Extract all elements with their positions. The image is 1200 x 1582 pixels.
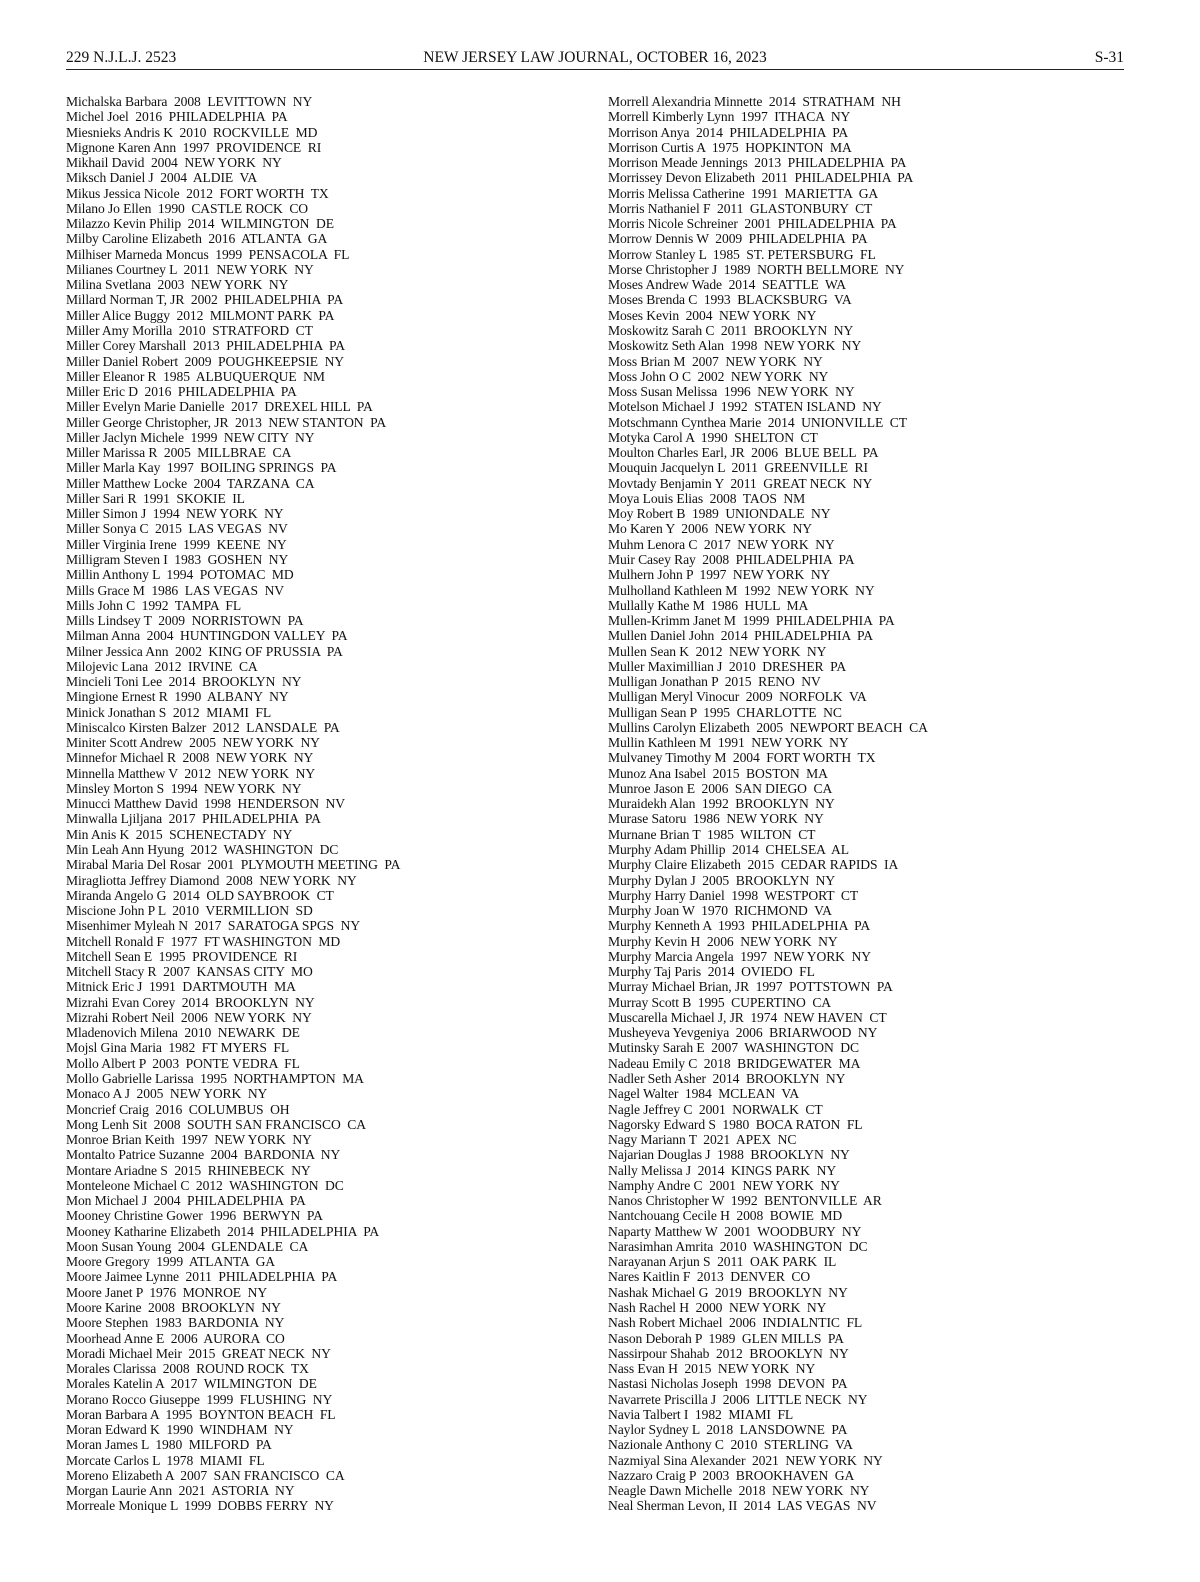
list-item: Nagle Jeffrey C 2001 NORWALK CT [608,1101,823,1117]
list-item: Milazzo Kevin Philip 2014 WILMINGTON DE [66,216,334,232]
list-item: Miller Jaclyn Michele 1999 NEW CITY NY [66,429,315,445]
list-item: Moya Louis Elias 2008 TAOS NM [608,490,806,506]
list-item: Miller Sari R 1991 SKOKIE IL [66,490,245,506]
list-item: Morgan Laurie Ann 2021 ASTORIA NY [66,1483,295,1499]
list-item: Morcate Carlos L 1978 MIAMI FL [66,1452,265,1468]
list-item: Muhm Lenora C 2017 NEW YORK NY [608,536,835,552]
list-item: Montalto Patrice Suzanne 2004 BARDONIA NY [66,1147,341,1163]
list-item: Minucci Matthew David 1998 HENDERSON NV [66,796,345,812]
list-item: Nass Evan H 2015 NEW YORK NY [608,1361,816,1377]
list-item: Motyka Carol A 1990 SHELTON CT [608,429,818,445]
list-item: Murphy Joan W 1970 RICHMOND VA [608,903,832,919]
list-item: Millin Anthony L 1994 POTOMAC MD [66,567,294,583]
list-item: Mills John C 1992 TAMPA FL [66,597,242,613]
list-item: Mitchell Ronald F 1977 FT WASHINGTON MD [66,933,341,949]
list-item: Moses Kevin 2004 NEW YORK NY [608,307,817,323]
list-item: Nagorsky Edward S 1980 BOCA RATON FL [608,1116,863,1132]
list-item: Mooney Katharine Elizabeth 2014 PHILADELPHIA PA [66,1223,380,1239]
list-item: Mulhern John P 1997 NEW YORK NY [608,567,831,583]
list-item: Miller Amy Morilla 2010 STRATFORD CT [66,322,313,338]
list-item: Muir Casey Ray 2008 PHILADELPHIA PA [608,551,855,567]
list-item: Milina Svetlana 2003 NEW YORK NY [66,277,289,293]
list-item: Miranda Angelo G 2014 OLD SAYBROOK CT [66,887,334,903]
list-item: Moran Edward K 1990 WINDHAM NY [66,1422,294,1438]
list-item: Milianes Courtney L 2011 NEW YORK NY [66,261,314,277]
list-item: Miller Daniel Robert 2009 POUGHKEEPSIE NY [66,353,345,369]
list-item: Moses Andrew Wade 2014 SEATTLE WA [608,277,846,293]
list-item: Nares Kaitlin F 2013 DENVER CO [608,1269,811,1285]
list-item: Muller Maximillian J 2010 DRESHER PA [608,658,847,674]
list-item: Nadeau Emily C 2018 BRIDGEWATER MA [608,1055,861,1071]
list-item: Nassirpour Shahab 2012 BROOKLYN NY [608,1345,849,1361]
list-item: Moy Robert B 1989 UNIONDALE NY [608,506,831,522]
list-item: Nagy Mariann T 2021 APEX NC [608,1132,797,1148]
list-item: Narasimhan Amrita 2010 WASHINGTON DC [608,1238,868,1254]
list-item: Moncrief Craig 2016 COLUMBUS OH [66,1101,290,1117]
list-item: Miller Alice Buggy 2012 MILMONT PARK PA [66,307,335,323]
list-item: Milner Jessica Ann 2002 KING OF PRUSSIA PA [66,643,343,659]
list-item: Morrison Curtis A 1975 HOPKINTON MA [608,139,852,155]
list-item: Naylor Sydney L 2018 LANSDOWNE PA [608,1422,848,1438]
list-item: Milhiser Marneda Moncus 1999 PENSACOLA FL [66,246,350,262]
list-item: Moore Janet P 1976 MONROE NY [66,1284,268,1300]
list-item: Munroe Jason E 2006 SAN DIEGO CA [608,780,833,796]
list-item: Musheyeva Yevgeniya 2006 BRIARWOOD NY [608,1025,878,1041]
list-item: Mojsl Gina Maria 1982 FT MYERS FL [66,1040,290,1056]
list-item: Morrison Meade Jennings 2013 PHILADELPHIA PA [608,155,907,171]
list-item: Moore Karine 2008 BROOKLYN NY [66,1299,281,1315]
list-item: Monaco A J 2005 NEW YORK NY [66,1086,268,1102]
list-item: Murphy Dylan J 2005 BROOKLYN NY [608,872,836,888]
list-item: Morrow Dennis W 2009 PHILADELPHIA PA [608,231,868,247]
list-item: Miksch Daniel J 2004 ALDIE VA [66,170,258,186]
list-item: Murray Michael Brian, JR 1997 POTTSTOWN PA [608,979,893,995]
list-item: Nally Melissa J 2014 KINGS PARK NY [608,1162,837,1178]
list-item: Minick Jonathan S 2012 MIAMI FL [66,704,272,720]
list-item: Min Leah Ann Hyung 2012 WASHINGTON DC [66,842,339,858]
list-item: Mizrahi Robert Neil 2006 NEW YORK NY [66,1009,312,1025]
list-item: Murphy Kevin H 2006 NEW YORK NY [608,933,838,949]
list-item: Moss John O C 2002 NEW YORK NY [608,368,829,384]
list-item: Morrison Anya 2014 PHILADELPHIA PA [608,124,849,140]
list-item: Mollo Gabrielle Larissa 1995 NORTHAMPTON MA [66,1071,364,1086]
list-item: Muscarella Michael J, JR 1974 NEW HAVEN CT [608,1009,887,1025]
left-column-list [66,94,586,1514]
list-item: Miller Marissa R 2005 MILLBRAE CA [66,445,292,461]
list-item: Movtady Benjamin Y 2011 GREAT NECK NY [608,475,873,491]
list-item: Nazmiyal Sina Alexander 2021 NEW YORK NY [608,1452,883,1468]
list-item: Minnella Matthew V 2012 NEW YORK NY [66,765,316,781]
list-item: Mignone Karen Ann 1997 PROVIDENCE RI [66,139,322,155]
list-item: Mong Lenh Sit 2008 SOUTH SAN FRANCISCO CA [66,1116,366,1132]
list-item: Moskowitz Sarah C 2011 BROOKLYN NY [608,322,854,338]
list-item: Miniter Scott Andrew 2005 NEW YORK NY [66,735,320,751]
list-item: Mills Lindsey T 2009 NORRISTOWN PA [66,613,304,629]
list-item: Mullen-Krimm Janet M 1999 PHILADELPHIA PA [608,613,895,629]
list-item: Nadler Seth Asher 2014 BROOKLYN NY [608,1071,846,1086]
list-item: Mulholland Kathleen M 1992 NEW YORK NY [608,582,875,598]
list-item: Mitchell Stacy R 2007 KANSAS CITY MO [66,964,313,980]
list-item: Michel Joel 2016 PHILADELPHIA PA [66,109,288,125]
list-item: Muraidekh Alan 1992 BROOKLYN NY [608,796,835,812]
list-item: Murphy Kenneth A 1993 PHILADELPHIA PA [608,918,871,934]
list-item: Murphy Claire Elizabeth 2015 CEDAR RAPIDS IA [608,857,899,873]
list-item: Moran James L 1980 MILFORD PA [66,1437,272,1453]
list-item: Monroe Brian Keith 1997 NEW YORK NY [66,1132,312,1148]
list-item: Milby Caroline Elizabeth 2016 ATLANTA GA [66,231,328,247]
list-item: Mullins Carolyn Elizabeth 2005 NEWPORT BEACH CA [608,719,928,735]
list-item: Nastasi Nicholas Joseph 1998 DEVON PA [608,1376,848,1392]
list-item: Nagel Walter 1984 MCLEAN VA [608,1086,800,1102]
list-item: Moss Brian M 2007 NEW YORK NY [608,353,823,369]
list-item: Montare Ariadne S 2015 RHINEBECK NY [66,1162,311,1178]
list-item: Nazionale Anthony C 2010 STERLING VA [608,1437,853,1453]
list-item: Neagle Dawn Michelle 2018 NEW YORK NY [608,1483,870,1499]
list-item: Mladenovich Milena 2010 NEWARK DE [66,1025,300,1041]
list-item: Nash Robert Michael 2006 INDIALNTIC FL [608,1315,863,1331]
list-item: Morrissey Devon Elizabeth 2011 PHILADELPHIA PA [608,170,914,186]
page-header [66,47,1124,70]
list-item: Miller Sonya C 2015 LAS VEGAS NV [66,521,288,537]
list-item: Navarrete Priscilla J 2006 LITTLE NECK NY [608,1391,868,1407]
list-item: Minnefor Michael R 2008 NEW YORK NY [66,750,314,766]
list-item: Moore Jaimee Lynne 2011 PHILADELPHIA PA [66,1269,338,1285]
list-item: Murphy Marcia Angela 1997 NEW YORK NY [608,948,871,964]
list-item: Moore Gregory 1999 ATLANTA GA [66,1254,276,1270]
list-item: Murphy Adam Phillip 2014 CHELSEA AL [608,842,849,858]
list-item: Miller Virginia Irene 1999 KEENE NY [66,536,287,552]
list-item: Miller Matthew Locke 2004 TARZANA CA [66,475,315,491]
list-item: Morrell Alexandria Minnette 2014 STRATHAM NH [608,94,901,109]
list-item: Mollo Albert P 2003 PONTE VEDRA FL [66,1055,300,1071]
list-item: Mutinsky Sarah E 2007 WASHINGTON DC [608,1040,859,1056]
list-item: Naparty Matthew W 2001 WOODBURY NY [608,1223,862,1239]
list-item: Mullally Kathe M 1986 HULL MA [608,597,809,613]
list-item: Mills Grace M 1986 LAS VEGAS NV [66,582,284,598]
list-item: Miller Simon J 1994 NEW YORK NY [66,506,284,522]
list-item: Moran Barbara A 1995 BOYNTON BEACH FL [66,1406,336,1422]
publication-title: NEW JERSEY LAW JOURNAL, OCTOBER 16, 2023 [423,49,767,66]
list-item: Miller Corey Marshall 2013 PHILADELPHIA PA [66,338,345,354]
list-item: Milman Anna 2004 HUNTINGDON VALLEY PA [66,628,348,644]
list-item: Mincieli Toni Lee 2014 BROOKLYN NY [66,674,302,690]
list-item: Moradi Michael Meir 2015 GREAT NECK NY [66,1345,331,1361]
list-item: Miesnieks Andris K 2010 ROCKVILLE MD [66,124,318,140]
list-item: Minwalla Ljiljana 2017 PHILADELPHIA PA [66,811,321,827]
list-item: Miragliotta Jeffrey Diamond 2008 NEW YORK NY [66,872,357,888]
list-item: Michalska Barbara 2008 LEVITTOWN NY [66,94,313,109]
list-item: Mullin Kathleen M 1991 NEW YORK NY [608,735,849,751]
page-number: S-31 [1094,49,1124,66]
list-item: Millard Norman T, JR 2002 PHILADELPHIA PA [66,292,344,308]
list-item: Munoz Ana Isabel 2015 BOSTON MA [608,765,828,781]
list-item: Morales Clarissa 2008 ROUND ROCK TX [66,1361,309,1377]
list-item: Mulligan Meryl Vinocur 2009 NORFOLK VA [608,689,867,705]
list-item: Miller Eric D 2016 PHILADELPHIA PA [66,384,297,400]
list-item: Narayanan Arjun S 2011 OAK PARK IL [608,1254,837,1270]
list-item: Nazzaro Craig P 2003 BROOKHAVEN GA [608,1467,855,1483]
list-item: Murnane Brian T 1985 WILTON CT [608,826,816,842]
list-item: Mouquin Jacquelyn L 2011 GREENVILLE RI [608,460,868,476]
list-item: Moskowitz Seth Alan 1998 NEW YORK NY [608,338,862,354]
list-item: Morris Nicole Schreiner 2001 PHILADELPHIA PA [608,216,897,232]
list-item: Min Anis K 2015 SCHENECTADY NY [66,826,293,842]
list-item: Mirabal Maria Del Rosar 2001 PLYMOUTH MEETING PA [66,857,401,873]
list-item: Motschmann Cynthea Marie 2014 UNIONVILLE CT [608,414,907,430]
list-item: Mo Karen Y 2006 NEW YORK NY [608,521,813,537]
list-item: Milojevic Lana 2012 IRVINE CA [66,658,258,674]
list-item: Mulligan Sean P 1995 CHARLOTTE NC [608,704,842,720]
list-item: Nashak Michael G 2019 BROOKLYN NY [608,1284,848,1300]
list-item: Milligram Steven I 1983 GOSHEN NY [66,551,289,567]
list-item: Mooney Christine Gower 1996 BERWYN PA [66,1208,323,1224]
list-item: Moss Susan Melissa 1996 NEW YORK NY [608,384,855,400]
list-item: Minsley Morton S 1994 NEW YORK NY [66,780,302,796]
list-item: Mikhail David 2004 NEW YORK NY [66,155,282,171]
list-item: Murphy Taj Paris 2014 OVIEDO FL [608,964,815,980]
list-item: Mitnick Eric J 1991 DARTMOUTH MA [66,979,296,995]
list-item: Nason Deborah P 1989 GLEN MILLS PA [608,1330,844,1346]
list-item: Nanos Christopher W 1992 BENTONVILLE AR [608,1193,882,1209]
list-item: Nantchouang Cecile H 2008 BOWIE MD [608,1208,843,1224]
list-item: Moon Susan Young 2004 GLENDALE CA [66,1238,309,1254]
list-item: Nash Rachel H 2000 NEW YORK NY [608,1299,827,1315]
list-item: Milano Jo Ellen 1990 CASTLE ROCK CO [66,200,309,216]
list-item: Miscione John P L 2010 VERMILLION SD [66,903,313,919]
list-item: Navia Talbert I 1982 MIAMI FL [608,1406,794,1422]
list-item: Morrow Stanley L 1985 ST. PETERSBURG FL [608,246,876,262]
citation: 229 N.J.L.J. 2523 [66,49,177,66]
list-item: Moulton Charles Earl, JR 2006 BLUE BELL PA [608,445,879,461]
list-item: Moore Stephen 1983 BARDONIA NY [66,1315,285,1331]
list-item: Neal Sherman Levon, II 2014 LAS VEGAS NV [608,1498,877,1514]
list-item: Mikus Jessica Nicole 2012 FORT WORTH TX [66,185,329,201]
list-item: Mulvaney Timothy M 2004 FORT WORTH TX [608,750,876,766]
list-item: Mitchell Sean E 1995 PROVIDENCE RI [66,948,298,964]
list-item: Mingione Ernest R 1990 ALBANY NY [66,689,289,705]
list-item: Miller George Christopher, JR 2013 NEW STANTON PA [66,414,387,430]
list-item: Mon Michael J 2004 PHILADELPHIA PA [66,1193,306,1209]
list-item: Morris Melissa Catherine 1991 MARIETTA GA [608,185,879,201]
list-item: Monteleone Michael C 2012 WASHINGTON DC [66,1177,344,1193]
list-item: Miller Eleanor R 1985 ALBUQUERQUE NM [66,368,325,384]
list-item: Morrell Kimberly Lynn 1997 ITHACA NY [608,109,851,125]
list-item: Morris Nathaniel F 2011 GLASTONBURY CT [608,200,873,216]
list-item: Moorhead Anne E 2006 AURORA CO [66,1330,285,1346]
list-item: Murase Satoru 1986 NEW YORK NY [608,811,824,827]
list-item: Miniscalco Kirsten Balzer 2012 LANSDALE PA [66,719,340,735]
list-item: Morse Christopher J 1989 NORTH BELLMORE NY [608,261,905,277]
list-item: Mullen Sean K 2012 NEW YORK NY [608,643,827,659]
list-item: Morano Rocco Giuseppe 1999 FLUSHING NY [66,1391,333,1407]
list-item: Morreale Monique L 1999 DOBBS FERRY NY [66,1498,334,1514]
list-item: Mulligan Jonathan P 2015 RENO NV [608,674,821,690]
list-item: Najarian Douglas J 1988 BROOKLYN NY [608,1147,850,1163]
list-item: Namphy Andre C 2001 NEW YORK NY [608,1177,840,1193]
list-item: Moreno Elizabeth A 2007 SAN FRANCISCO CA [66,1467,345,1483]
list-item: Murphy Harry Daniel 1998 WESTPORT CT [608,887,859,903]
list-item: Mizrahi Evan Corey 2014 BROOKLYN NY [66,994,315,1010]
list-item: Murray Scott B 1995 CUPERTINO CA [608,994,832,1010]
list-item: Miller Evelyn Marie Danielle 2017 DREXEL HILL PA [66,399,373,415]
list-item: Miller Marla Kay 1997 BOILING SPRINGS PA [66,460,337,476]
list-item: Morales Katelin A 2017 WILMINGTON DE [66,1376,317,1392]
right-column-list [608,94,1128,1514]
list-item: Motelson Michael J 1992 STATEN ISLAND NY [608,399,882,415]
list-item: Misenhimer Myleah N 2017 SARATOGA SPGS NY [66,918,361,934]
list-item: Moses Brenda C 1993 BLACKSBURG VA [608,292,852,308]
list-item: Mullen Daniel John 2014 PHILADELPHIA PA [608,628,873,644]
